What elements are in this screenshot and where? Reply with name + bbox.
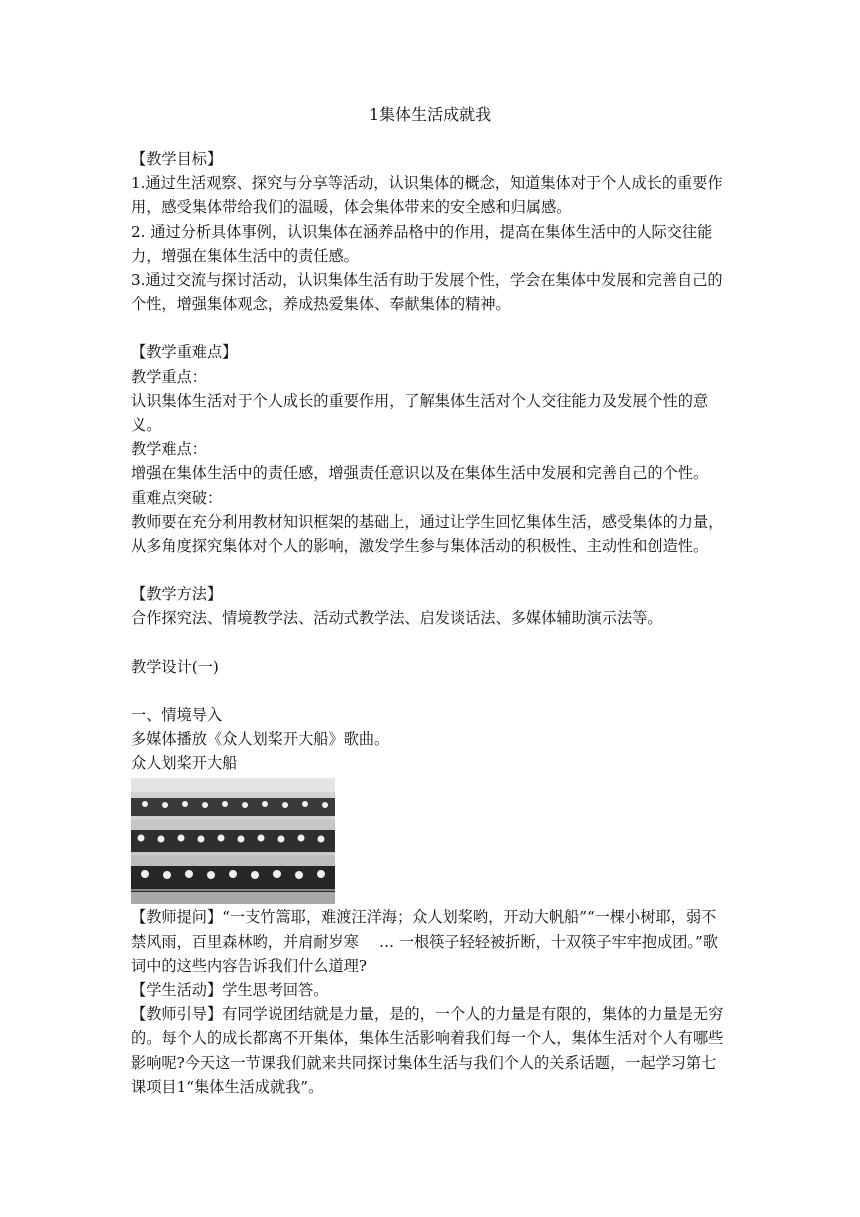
goal-item-3: 3.通过交流与探讨活动，认识集体生活有助于发展个性，学会在集体中发展和完善自己的个性，增强集体观念，养成热爱集体、奉献集体的精神。 xyxy=(131,271,723,314)
key-label: 教学重点： xyxy=(131,367,207,386)
student-activity-label: 【学生活动】 xyxy=(131,981,223,1000)
teacher-question xyxy=(131,905,731,978)
difficult-text: 增强在集体生活中的责任感，增强责任意识以及在集体生活中发展和完善自己的个性。 xyxy=(131,464,709,483)
methods-text: 合作探究法、情境教学法、活动式教学法、启发谈话法、多媒体辅助演示法等。 xyxy=(131,609,663,628)
page-title: 1集体生活成就我 xyxy=(368,105,492,124)
goal-item-1: 1.通过生活观察、探究与分享等活动，认识集体的概念，知道集体对于个人成长的重要作用，感受集体带给我们的温暖，体会集体带来的安全感和归属感。 xyxy=(131,174,723,217)
document-body xyxy=(131,147,731,1099)
rowing-photo-image xyxy=(131,778,335,904)
methods-heading: 【教学方法】 xyxy=(131,585,223,604)
teacher-guide xyxy=(131,1002,731,1099)
goals-heading: 【教学目标】 xyxy=(131,150,223,168)
intro-line-2: 众人划桨开大船 xyxy=(131,754,238,773)
teacher-guide-text: 有同学说团结就是力量，是的，一个人的力量是有限的，集体的力量是无穷的。每个人的成长都离不开集体，集体生活影响着我们每一个人，集体生活对个人有哪些影响呢?今天这一节课我们就来共同探讨集体生活与我们个人的关系话题，一起学习第七课项目1“集体生活成就我”。 xyxy=(131,1005,724,1096)
goal-item-2: 2. 通过分析具体事例，认识集体在涵养品格中的作用，提高在集体生活中的人际交往能力，增强在集体生活中的责任感。 xyxy=(131,222,713,265)
teacher-guide-label: 【教师引导】 xyxy=(131,1005,223,1024)
teacher-question-text: “一支竹篙耶，难渡汪洋海；众人划桨哟，开动大帆船”“一棵小树耶，弱不禁风雨，百里森林哟，并肩耐岁寒 … 一根筷子轻轻被折断，十双筷子牢牢抱成团。”歌词中的这些内容告诉我们什么道理? xyxy=(131,908,718,975)
breakthrough-text: 教师要在充分利用教材知识框架的基础上，通过让学生回忆集体生活，感受集体的力量，从多角度探究集体对个人的影响，激发学生参与集体活动的积极性、主动性和创造性。 xyxy=(131,512,724,556)
rowing-photo xyxy=(131,778,335,904)
student-activity xyxy=(131,978,731,1002)
breakthrough-label: 重难点突破： xyxy=(131,488,223,507)
key-text: 认识集体生活对于个人成长的重要作用，了解集体生活对个人交往能力及发展个性的意义。 xyxy=(131,391,709,435)
design-heading: 教学设计(一) xyxy=(131,657,219,676)
intro-line-1: 多媒体播放《众人划桨开大船》歌曲。 xyxy=(131,730,390,749)
keypoints-heading: 【教学重难点】 xyxy=(131,343,238,362)
teacher-question-label: 【教师提问】 xyxy=(131,908,223,927)
intro-heading: 一、情境导入 xyxy=(131,705,223,724)
difficult-label: 教学难点： xyxy=(131,440,207,459)
student-activity-text: 学生思考回答。 xyxy=(222,981,329,1000)
